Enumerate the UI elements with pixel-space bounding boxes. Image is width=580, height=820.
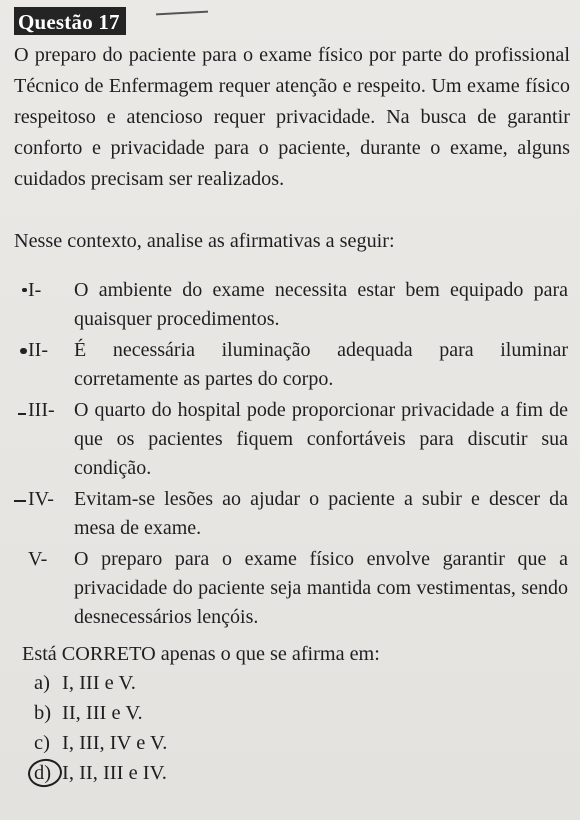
statement-item xyxy=(28,276,568,334)
option-letter: d) xyxy=(34,762,52,784)
option-a[interactable] xyxy=(34,668,167,698)
option-text: I, III e V. xyxy=(62,672,136,694)
answer-options xyxy=(34,668,167,788)
statement-item xyxy=(28,485,568,543)
option-c[interactable] xyxy=(34,728,167,758)
pen-dash-mark xyxy=(14,500,26,502)
option-d[interactable] xyxy=(34,758,167,788)
statement-item xyxy=(28,545,568,632)
statement-text: O quarto do hospital pode proporcionar privacidade a fim de que os pacientes fiquem confortáveis para discutir sua condição. xyxy=(74,399,568,479)
statement-number: II- xyxy=(28,339,48,361)
pen-stroke xyxy=(156,11,208,16)
pen-dot-mark xyxy=(22,288,27,292)
question-title: Questão 17 xyxy=(14,7,126,35)
statement-list xyxy=(28,276,568,634)
question-lead: Nesse contexto, analise as afirmativas a seguir: xyxy=(14,230,395,252)
option-b[interactable] xyxy=(34,698,167,728)
question-intro xyxy=(14,40,570,195)
option-text: I, III, IV e V. xyxy=(62,732,168,754)
pen-dash-mark xyxy=(18,413,26,415)
option-text: I, II, III e IV. xyxy=(62,762,167,784)
answer-prompt: Está CORRETO apenas o que se afirma em: xyxy=(22,643,380,665)
option-letter: c) xyxy=(34,732,50,754)
statement-number: I- xyxy=(28,279,42,301)
statement-number: III- xyxy=(28,399,55,421)
option-letter: b) xyxy=(34,702,52,724)
pen-dot-mark xyxy=(20,348,27,354)
statement-item xyxy=(28,336,568,394)
statement-text: O preparo para o exame físico envolve garantir que a privacidade do paciente seja mantida com vestimentas, sendo desnecessários lençóis. xyxy=(74,548,568,628)
statement-text: É necessária iluminação adequada para iluminar corretamente as partes do corpo. xyxy=(74,339,568,390)
statement-text: Evitam-se lesões ao ajudar o paciente a subir e descer da mesa de exame. xyxy=(74,488,568,539)
statement-number: V- xyxy=(28,548,48,570)
question-header xyxy=(14,6,126,36)
option-text: II, III e V. xyxy=(62,702,143,724)
statement-item xyxy=(28,396,568,483)
intro-text: O preparo do paciente para o exame físico por parte do profissional Técnico de Enfermagem requer atenção e respeito. Um exame físico respeitoso e atencioso requer privacidade. Na busca de garantir conforto e privacidade para o paciente, durante o exame, alguns cuidados precisam ser realizados. xyxy=(14,44,570,190)
option-letter: a) xyxy=(34,672,50,694)
statement-number: IV- xyxy=(28,488,54,510)
statement-text: O ambiente do exame necessita estar bem equipado para quaisquer procedimentos. xyxy=(74,279,568,330)
